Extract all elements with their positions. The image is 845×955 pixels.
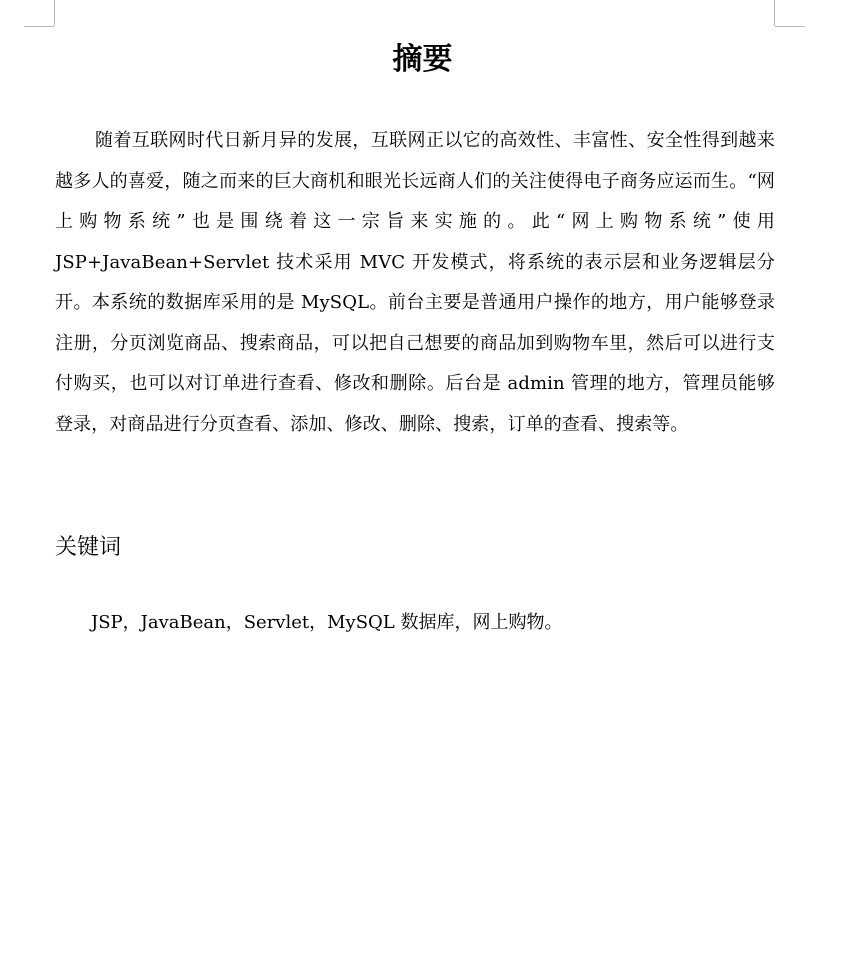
crop-mark-top-right-vertical: [774, 0, 775, 26]
keywords-heading: 关键词: [55, 535, 122, 560]
crop-mark-top-left-horizontal: [24, 26, 54, 27]
crop-mark-top-right-horizontal: [775, 26, 805, 27]
abstract-paragraph: 随着互联网时代日新月异的发展，互联网正以它的高效性、丰富性、安全性得到越来越多人的喜爱，随之而来的巨大商机和眼光长远商人们的关注使得电子商务应运而生。“网上购物系统”也是围绕着这一宗旨来实施的。此“网上购物系统”使用 JSP+JavaBean+Servlet 技术采用 MVC 开发模式，将系统的表示层和业务逻辑层分开。本系统的数据库采用的是 MySQL。前台主要是普通用户操作的地方，用户能够登录注册，分页浏览商品、搜索商品，可以把自己想要的商品加到购物车里，然后可以进行支付购买，也可以对订单进行查看、修改和删除。后台是 admin 管理的地方，管理员能够登录，对商品进行分页查看、添加、修改、删除、搜索，订单的查看、搜索等。: [55, 130, 775, 435]
crop-mark-top-left-vertical: [54, 0, 55, 26]
page-title: 摘要: [392, 42, 453, 77]
keywords-list: JSP，JavaBean，Servlet，MySQL 数据库，网上购物。: [91, 612, 563, 633]
